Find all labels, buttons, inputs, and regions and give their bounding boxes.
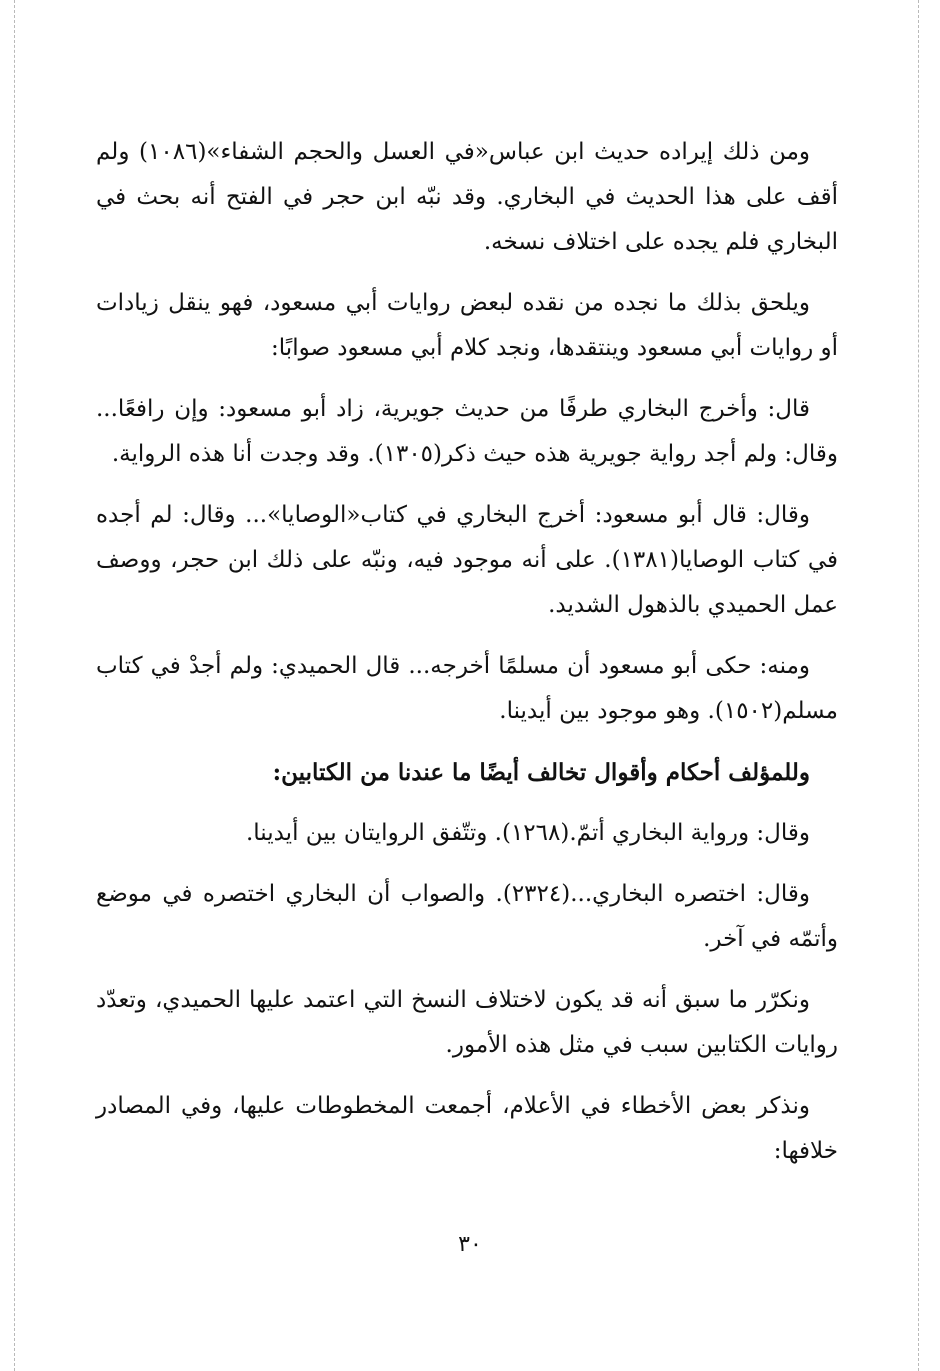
page-edge-left xyxy=(14,0,15,1371)
paragraph: ومن ذلك إيراده حديث ابن عباس«في العسل والحجم الشفاء»(١٠٨٦) ولم أقف على هذا الحديث في البخاري. وقد نبّه ابن حجر في الفتح أنه بحث في البخاري فلم يجده على اختلاف نسخه. xyxy=(96,139,838,255)
paragraph-heading: وللمؤلف أحكام وأقوال تخالف أيضًا ما عندنا من الكتابين: xyxy=(272,759,810,786)
paragraph: وقال: اختصره البخاري...(٢٣٢٤). والصواب أن البخاري اختصره في موضع وأتمّه في آخر. xyxy=(96,881,838,952)
paragraph: ونذكر بعض الأخطاء في الأعلام، أجمعت المخطوطات عليها، وفي المصادر خلافها: xyxy=(96,1093,838,1164)
paragraph: ونكرّر ما سبق أنه قد يكون لاختلاف النسخ التي اعتمد عليها الحميدي، وتعدّد روايات الكتابين سبب في مثل هذه الأمور. xyxy=(96,987,838,1058)
page-number: ٣٠ xyxy=(458,1232,482,1257)
body-text xyxy=(96,130,838,1190)
paragraph: ويلحق بذلك ما نجده من نقده لبعض روايات أبي مسعود، فهو ينقل زيادات أو روايات أبي مسعود وينتقدها، ونجد كلام أبي مسعود صوابًا: xyxy=(96,290,838,361)
paragraph: وقال: ورواية البخاري أتمّ.(١٢٦٨). وتتّفق الروايتان بين أيدينا. xyxy=(245,820,810,846)
page-edge-right xyxy=(918,0,919,1371)
paragraph: ومنه: حكى أبو مسعود أن مسلمًا أخرجه... قال الحميدي: ولم أجدْ في كتاب مسلم(١٥٠٢). وهو موجود بين أيدينا. xyxy=(96,653,838,724)
paragraph: وقال: قال أبو مسعود: أخرج البخاري في كتاب«الوصايا»... وقال: لم أجده في كتاب الوصايا(١٣٨١). على أنه موجود فيه، ونبّه على ذلك ابن حجر، ووصف عمل الحميدي بالذهول الشديد. xyxy=(96,502,838,618)
paragraph: قال: وأخرج البخاري طرفًا من حديث جويرية، زاد أبو مسعود: وإن رافعًا... وقال: ولم أجد رواية جويرية هذه حيث ذكر(١٣٠٥). وقد وجدت أنا هذه الرواية. xyxy=(96,396,838,467)
